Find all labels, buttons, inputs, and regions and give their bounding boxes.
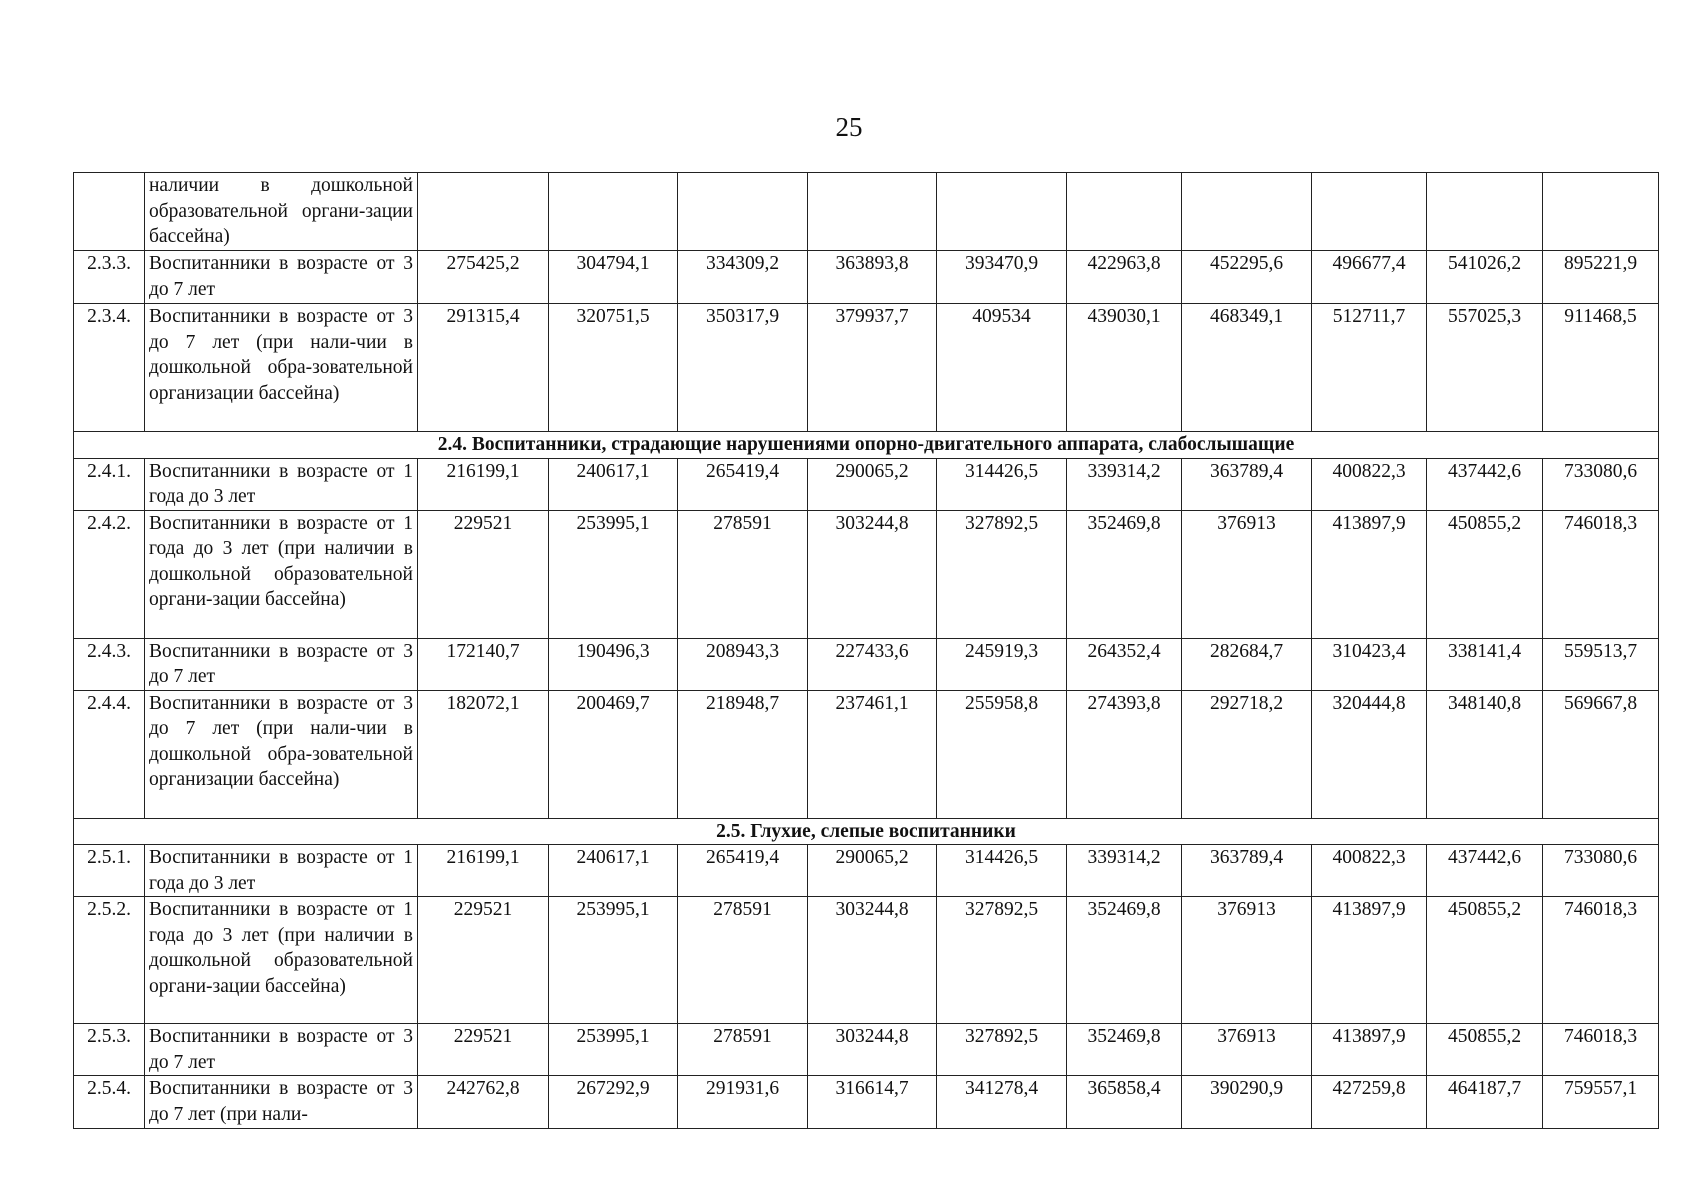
value-cell: 327892,5: [937, 510, 1067, 638]
row-code: 2.4.2.: [74, 510, 145, 638]
value-cell: 350317,9: [678, 304, 808, 432]
value-cell: 413897,9: [1312, 897, 1427, 1024]
row-code: 2.3.3.: [74, 251, 145, 304]
value-cell: 282684,7: [1182, 638, 1312, 690]
value-cell: [1543, 173, 1659, 251]
table-row: [74, 690, 1659, 818]
row-description: наличии в дошкольной образовательной органи-зации бассейна): [145, 173, 418, 251]
value-cell: 227433,6: [808, 638, 937, 690]
value-cell: 291931,6: [678, 1076, 808, 1129]
value-cell: 352469,8: [1067, 510, 1182, 638]
value-cell: 253995,1: [549, 1024, 678, 1076]
value-cell: 216199,1: [418, 845, 549, 897]
value-cell: 895221,9: [1543, 251, 1659, 304]
value-cell: 363789,4: [1182, 458, 1312, 510]
value-cell: 363893,8: [808, 251, 937, 304]
value-cell: [549, 173, 678, 251]
value-cell: 427259,8: [1312, 1076, 1427, 1129]
value-cell: 409534: [937, 304, 1067, 432]
value-cell: 468349,1: [1182, 304, 1312, 432]
value-cell: 242762,8: [418, 1076, 549, 1129]
value-cell: 339314,2: [1067, 458, 1182, 510]
value-cell: 229521: [418, 897, 549, 1024]
row-code: 2.5.3.: [74, 1024, 145, 1076]
value-cell: [1312, 173, 1427, 251]
table-row: [74, 638, 1659, 690]
section-header-row: [74, 818, 1659, 845]
value-cell: 292718,2: [1182, 690, 1312, 818]
value-cell: 278591: [678, 1024, 808, 1076]
value-cell: 253995,1: [549, 897, 678, 1024]
value-cell: 759557,1: [1543, 1076, 1659, 1129]
row-description: Воспитанники в возрасте от 1 года до 3 лет: [145, 845, 418, 897]
value-cell: 413897,9: [1312, 1024, 1427, 1076]
row-description: Воспитанники в возрасте от 3 до 7 лет (при нали-: [145, 1076, 418, 1129]
row-code: 2.5.4.: [74, 1076, 145, 1129]
value-cell: 557025,3: [1427, 304, 1543, 432]
value-cell: 437442,6: [1427, 458, 1543, 510]
value-cell: 348140,8: [1427, 690, 1543, 818]
value-cell: 376913: [1182, 510, 1312, 638]
row-code: [74, 173, 145, 251]
value-cell: [1427, 173, 1543, 251]
value-cell: 253995,1: [549, 510, 678, 638]
value-cell: 365858,4: [1067, 1076, 1182, 1129]
value-cell: 255958,8: [937, 690, 1067, 818]
row-code: 2.4.1.: [74, 458, 145, 510]
value-cell: 265419,4: [678, 845, 808, 897]
value-cell: 303244,8: [808, 897, 937, 1024]
value-cell: [418, 173, 549, 251]
value-cell: [678, 173, 808, 251]
value-cell: 245919,3: [937, 638, 1067, 690]
value-cell: 437442,6: [1427, 845, 1543, 897]
row-description: Воспитанники в возрасте от 1 года до 3 лет (при наличии в дошкольной образовательной органи-зации бассейна): [145, 897, 418, 1024]
value-cell: 264352,4: [1067, 638, 1182, 690]
row-code: 2.3.4.: [74, 304, 145, 432]
value-cell: 352469,8: [1067, 1024, 1182, 1076]
value-cell: 229521: [418, 1024, 549, 1076]
row-description: Воспитанники в возрасте от 3 до 7 лет: [145, 638, 418, 690]
value-cell: [1182, 173, 1312, 251]
value-cell: 265419,4: [678, 458, 808, 510]
value-cell: 216199,1: [418, 458, 549, 510]
value-cell: 304794,1: [549, 251, 678, 304]
table-row: [74, 458, 1659, 510]
value-cell: 339314,2: [1067, 845, 1182, 897]
value-cell: 376913: [1182, 1024, 1312, 1076]
value-cell: 733080,6: [1543, 458, 1659, 510]
value-cell: 290065,2: [808, 845, 937, 897]
value-cell: 379937,7: [808, 304, 937, 432]
value-cell: 278591: [678, 897, 808, 1024]
value-cell: 439030,1: [1067, 304, 1182, 432]
value-cell: 314426,5: [937, 845, 1067, 897]
value-cell: 172140,7: [418, 638, 549, 690]
table-row: [74, 304, 1659, 432]
value-cell: 267292,9: [549, 1076, 678, 1129]
value-cell: 464187,7: [1427, 1076, 1543, 1129]
value-cell: 316614,7: [808, 1076, 937, 1129]
section-title: 2.5. Глухие, слепые воспитанники: [74, 818, 1659, 845]
value-cell: 218948,7: [678, 690, 808, 818]
value-cell: 200469,7: [549, 690, 678, 818]
table-row: [74, 251, 1659, 304]
value-cell: 327892,5: [937, 1024, 1067, 1076]
row-code: 2.4.3.: [74, 638, 145, 690]
table-row: [74, 1076, 1659, 1129]
value-cell: 496677,4: [1312, 251, 1427, 304]
value-cell: 229521: [418, 510, 549, 638]
value-cell: 237461,1: [808, 690, 937, 818]
tariff-table: [73, 172, 1659, 1129]
value-cell: 190496,3: [549, 638, 678, 690]
row-description: Воспитанники в возрасте от 3 до 7 лет: [145, 251, 418, 304]
value-cell: 450855,2: [1427, 510, 1543, 638]
value-cell: 303244,8: [808, 1024, 937, 1076]
row-code: 2.5.2.: [74, 897, 145, 1024]
section-title: 2.4. Воспитанники, страдающие нарушениями опорно-двигательного аппарата, слабослышащие: [74, 432, 1659, 459]
value-cell: [808, 173, 937, 251]
value-cell: 569667,8: [1543, 690, 1659, 818]
row-description: Воспитанники в возрасте от 1 года до 3 лет: [145, 458, 418, 510]
table-row: [74, 1024, 1659, 1076]
value-cell: 512711,7: [1312, 304, 1427, 432]
value-cell: 746018,3: [1543, 897, 1659, 1024]
value-cell: 393470,9: [937, 251, 1067, 304]
table-row: [74, 510, 1659, 638]
row-description: Воспитанники в возрасте от 1 года до 3 лет (при наличии в дошкольной образовательной органи-зации бассейна): [145, 510, 418, 638]
value-cell: 182072,1: [418, 690, 549, 818]
value-cell: 746018,3: [1543, 510, 1659, 638]
value-cell: 320444,8: [1312, 690, 1427, 818]
value-cell: 275425,2: [418, 251, 549, 304]
value-cell: 303244,8: [808, 510, 937, 638]
value-cell: 274393,8: [1067, 690, 1182, 818]
value-cell: 376913: [1182, 897, 1312, 1024]
value-cell: 733080,6: [1543, 845, 1659, 897]
value-cell: 341278,4: [937, 1076, 1067, 1129]
section-header-row: [74, 432, 1659, 459]
value-cell: 334309,2: [678, 251, 808, 304]
table-row: [74, 173, 1659, 251]
table-row: [74, 897, 1659, 1024]
value-cell: 310423,4: [1312, 638, 1427, 690]
value-cell: [937, 173, 1067, 251]
value-cell: 208943,3: [678, 638, 808, 690]
value-cell: 400822,3: [1312, 845, 1427, 897]
table-row: [74, 845, 1659, 897]
value-cell: 450855,2: [1427, 897, 1543, 1024]
value-cell: 390290,9: [1182, 1076, 1312, 1129]
value-cell: 452295,6: [1182, 251, 1312, 304]
value-cell: 559513,7: [1543, 638, 1659, 690]
page-number: 25: [835, 112, 863, 142]
row-code: 2.4.4.: [74, 690, 145, 818]
value-cell: 911468,5: [1543, 304, 1659, 432]
value-cell: 413897,9: [1312, 510, 1427, 638]
value-cell: 363789,4: [1182, 845, 1312, 897]
value-cell: 450855,2: [1427, 1024, 1543, 1076]
value-cell: 320751,5: [549, 304, 678, 432]
value-cell: 327892,5: [937, 897, 1067, 1024]
value-cell: 278591: [678, 510, 808, 638]
value-cell: 290065,2: [808, 458, 937, 510]
value-cell: 240617,1: [549, 458, 678, 510]
row-description: Воспитанники в возрасте от 3 до 7 лет (при нали-чии в дошкольной обра-зовательной организации бассейна): [145, 304, 418, 432]
value-cell: 240617,1: [549, 845, 678, 897]
row-code: 2.5.1.: [74, 845, 145, 897]
value-cell: 338141,4: [1427, 638, 1543, 690]
row-description: Воспитанники в возрасте от 3 до 7 лет: [145, 1024, 418, 1076]
value-cell: 746018,3: [1543, 1024, 1659, 1076]
value-cell: [1067, 173, 1182, 251]
value-cell: 352469,8: [1067, 897, 1182, 1024]
value-cell: 422963,8: [1067, 251, 1182, 304]
row-description: Воспитанники в возрасте от 3 до 7 лет (при нали-чии в дошкольной обра-зовательной организации бассейна): [145, 690, 418, 818]
value-cell: 314426,5: [937, 458, 1067, 510]
value-cell: 400822,3: [1312, 458, 1427, 510]
value-cell: 291315,4: [418, 304, 549, 432]
value-cell: 541026,2: [1427, 251, 1543, 304]
